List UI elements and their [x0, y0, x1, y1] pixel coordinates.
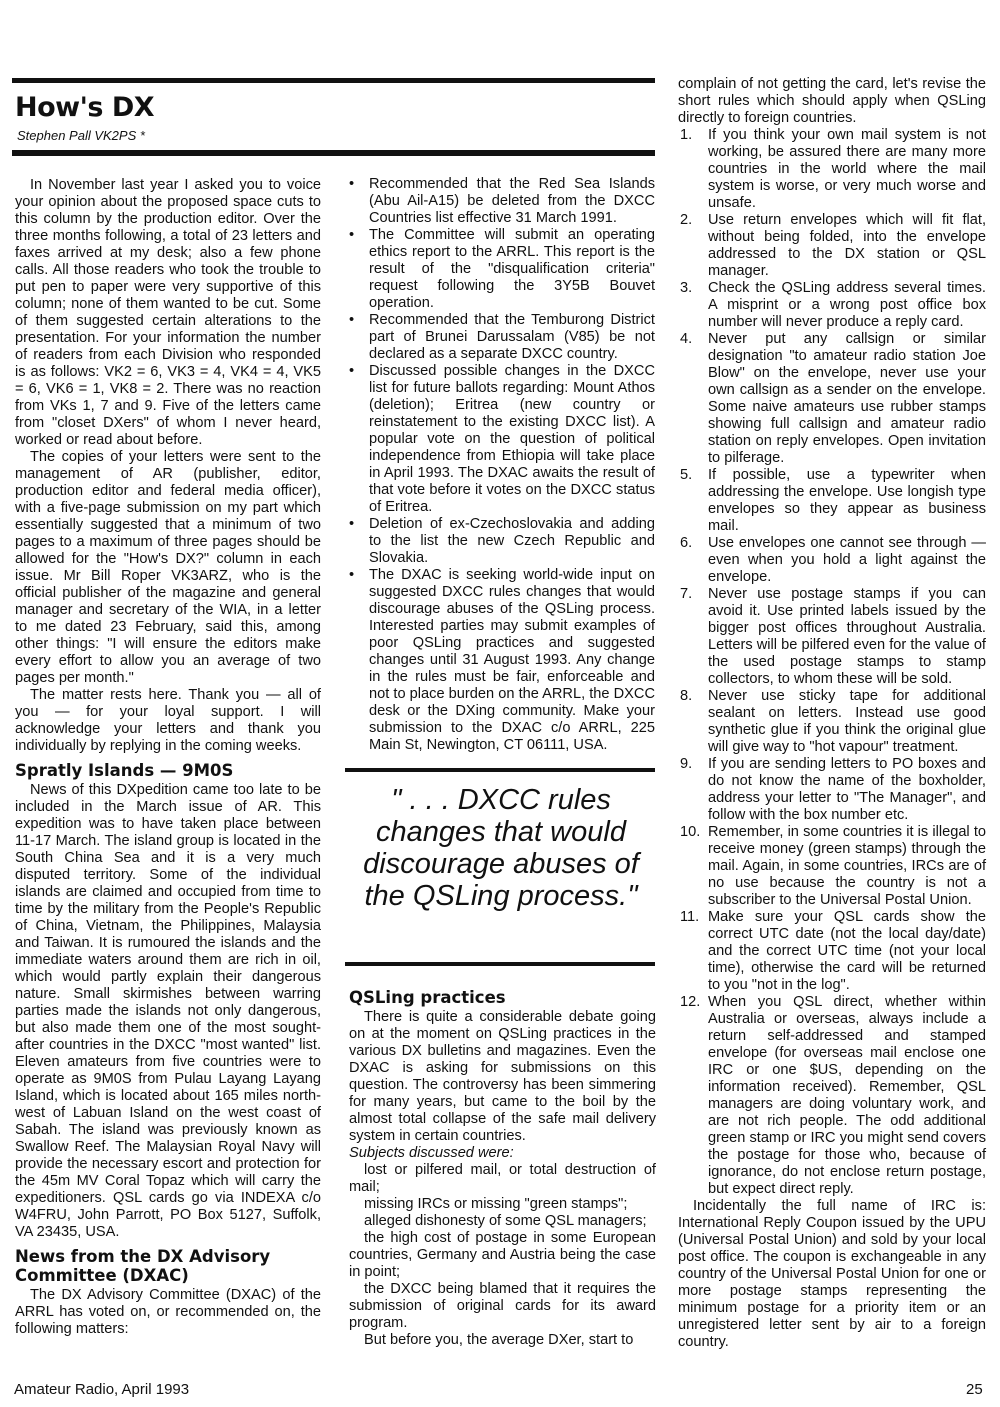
rule-text: If you think your own mail system is not working, be assured there are many more countries in the world where the mail system is worse, or very much worse and unsafe.: [708, 127, 986, 211]
page-number: 25: [966, 1381, 983, 1398]
rule-number: 12.: [680, 994, 701, 1010]
rule-number: 11.: [680, 909, 700, 925]
spratly-paragraph: News of this DXpedition came too late to be included in the March issue of AR. This expedition was to have taken place between 11-17 March. The island group is located in the South China Sea and it is a very much disputed territory. Some of the individual islands are claimed and occupied from time to time by the military from the People's Republic of China, Vietnam, the Philippines, Malaysia and Taiwan. It is rumoured the islands and the immediate waters around them are rich in oil, which would partly explain their dangerous nature. Small skirmishes between warring parties made the islands not only dangerous, but also made them one of the most sought-after countries in the DXCC "most wanted" list. Eleven amateurs from five countries were to operate as 9M0S from Pulau Layang Layang Island, which is located about 165 miles north-west of Labuan Island on the west coast of Sabah. The island was previously known as Swallow Reef. The Malaysian Royal Navy will provide the necessary escort and protection for the 45m MV Coral Topaz which will carry the expeditioners. QSL cards go via INDEXA c/o W4FRU, John Parrott, PO Box 5127, Suffolk, VA 23435, USA.: [15, 782, 321, 1240]
bullet-text: Deletion of ex-Czechoslovakia and adding to the list the new Czech Republic and Slovakia.: [369, 516, 655, 566]
list-item: [345, 176, 655, 227]
rule-number: 8.: [680, 688, 693, 704]
list-item: [678, 212, 986, 280]
rule-text: Remember, in some countries it is illegal to receive money (green stamps) through the mail. Again, in some countries, IRCs are of no use because the country is not a subscriber to the Universal Postal Union.: [708, 824, 986, 908]
quote-bottom-rule: [345, 962, 655, 966]
intro-paragraph-1: In November last year I asked you to voice your opinion about the proposed space cuts to this column by the production editor. Over the three months following, a total of 23 letters and faxes arrived at my desk; also a few phone calls. All those readers who took the trouble to put pen to paper were very supportive of this column; none of them wanted to be cut. Some of them suggested certain alterations to the presentation. For your information the number of readers from each Division who responded is as follows: VK2 = 6, VK3 = 4, VK4 = 4, VK5 = 6, VK6 = 1, VK8 = 2. There was no reaction from VKs 1, 7 and 9. Five of the letters came from "closet DXers" of whom I never heard, worked or read about before.: [15, 177, 321, 448]
column-1: [15, 177, 321, 1338]
rule-text: If possible, use a typewriter when addressing the envelope. Use longish type envelopes so they appear as business mail.: [708, 467, 986, 534]
rule-number: 7.: [680, 586, 693, 602]
rule-text: If you are sending letters to PO boxes and do not know the name of the boxholder, address your letter to "The Manager", and follow with the box number etc.: [708, 756, 986, 823]
title-bottom-rule: [12, 150, 655, 156]
subject-item: lost or pilfered mail, or total destruction of mail;: [349, 1162, 656, 1195]
subject-item: alleged dishonesty of some QSL managers;: [364, 1213, 647, 1229]
rule-number: 3.: [680, 280, 693, 296]
rule-number: 6.: [680, 535, 693, 551]
footer-publication: Amateur Radio, April 1993: [14, 1381, 190, 1398]
list-item: [345, 516, 655, 567]
list-item: [678, 127, 986, 212]
title-top-rule: [12, 78, 655, 83]
rule-text: Use return envelopes which will fit flat, without being folded, into the envelope addressed to the DX station or QSL manager.: [708, 212, 986, 279]
bullet-icon: •: [349, 363, 355, 379]
rule-number: 9.: [680, 756, 693, 772]
page-title: How's DX: [15, 92, 155, 123]
rule-number: 2.: [680, 212, 693, 228]
bullet-text: The DXAC is seeking world-wide input on suggested DXCC rules changes that would discourage abuses of the QSLing process. Interested parties may submit examples of poor QSLing practices and suggested changes until 31 August 1993. Any change in the rules must be fair, enforceable and not to place burden on the ARRL, the DXCC desk or the DXing community. Make your submission to the DXAC c/o ARRL, 225 Main St, Newington, CT 06111, USA.: [369, 567, 655, 753]
intro-paragraph-2: The copies of your letters were sent to the management of AR (publisher, editor, production editor and federal media officer), with a five-page submission on my part which essentially suggested that a minimum of two pages to a maximum of three pages should be allowed for the "How's DX?" column in each issue. Mr Bill Roper VK3ARZ, who is the official publisher of the magazine and general manager and secretary of the WIA, in a letter to me dated 23 February, said this, among other things: "I will ensure the editors make every effort to allow you an average of two pages per month.": [15, 449, 321, 686]
list-item: [678, 535, 986, 586]
bullet-text: Recommended that the Red Sea Islands (Abu Ail-A15) be deleted from the DXCC Countries list effective 31 March 1991.: [369, 176, 655, 226]
rule-number: 10.: [680, 824, 701, 840]
pull-quote: " . . . DXCC rules changes that would discourage abuses of the QSLing process.": [363, 784, 639, 912]
bullet-icon: •: [349, 176, 355, 192]
column-2-lower: [349, 988, 656, 1349]
dxac-bullet-list: [345, 176, 655, 754]
quote-top-rule: [345, 768, 655, 772]
rule-number: 1.: [680, 127, 693, 143]
list-item: [678, 909, 986, 994]
rule-text: When you QSL direct, whether within Australia or overseas, always include a return self-addressed and stamped envelope (for overseas mail enclose one IRC or one $US, depending on the information received). Remember, QSL managers are doing voluntary work, and are not rich people. The odd additional green stamp or IRC you might send covers the postage for those who, because of ignorance, do not enclose return postage, but expect direct reply.: [708, 994, 986, 1197]
rule-number: 5.: [680, 467, 693, 483]
subject-item: missing IRCs or missing "green stamps";: [364, 1196, 628, 1212]
subject-item: the DXCC being blamed that it requires the submission of original cards for its award program.: [349, 1281, 656, 1331]
rule-text: Check the QSLing address several times. A misprint or a wrong post office box number will never produce a reply card.: [708, 280, 986, 330]
rule-text: Make sure your QSL cards show the correct UTC date (not the local day/date) and the correct UTC time (not your local time), otherwise the card will be returned to you "not in the log".: [708, 909, 986, 993]
closing-paragraph: But before you, the average DXer, start to: [364, 1332, 634, 1348]
rule-text: Never use sticky tape for additional sealant on letters. Instead use good synthetic glue if you think the original glue will give way to "hot vapour" treatment.: [708, 688, 986, 755]
list-item: [345, 312, 655, 363]
bullet-text: Discussed possible changes in the DXCC list for future ballots regarding: Mount Athos (deletion); Eritrea (new country or reinstatement to the existing DXCC list). A popular vote on the question of political independence from Ethiopia will take place in April 1993. The DXAC awaits the result of that vote before it votes on the DXCC status of Eritrea.: [369, 363, 655, 515]
rule-number: 4.: [680, 331, 693, 347]
list-item: [678, 688, 986, 756]
list-item: [678, 756, 986, 824]
intro-paragraph-3: The matter rests here. Thank you — all of you — for your loyal support. I will acknowledge your letters and thank you individually by replying in the coming weeks.: [15, 687, 321, 754]
list-item: [345, 567, 655, 754]
dxac-heading: News from the DX Advisory Committee (DXAC): [15, 1247, 271, 1285]
rule-text: Use envelopes one cannot see through — even when you hold a light against the envelope.: [708, 535, 986, 585]
subjects-label: Subjects discussed were:: [349, 1145, 514, 1161]
subject-item: the high cost of postage in some European countries, Germany and Austria being the case in point;: [349, 1230, 656, 1280]
column-3: [678, 76, 986, 1351]
rule-text: Never use postage stamps if you can avoid it. Use printed labels issued by the bigger post offices throughout Australia. Letters will be pilfered even for the value of the used postage stamps to stamp collectors, to whom these will be sold.: [708, 586, 986, 687]
bullet-icon: •: [349, 312, 355, 328]
list-item: [678, 586, 986, 688]
bullet-text: The Committee will submit an operating ethics report to the ARRL. This report is the result of the "disqualification criteria" request following the 3Y5B Bouvet operation.: [369, 227, 655, 311]
list-item: [678, 280, 986, 331]
list-item: [678, 994, 986, 1198]
bullet-icon: •: [349, 227, 355, 243]
list-item: [345, 363, 655, 516]
list-item: [678, 824, 986, 909]
bullet-text: Recommended that the Temburong District part of Brunei Darussalam (V85) be not declared as a separate DXCC country.: [369, 312, 655, 362]
irc-paragraph: Incidentally the full name of IRC is: International Reply Coupon issued by the UPU (Universal Postal Union) and sold by your local post office. The coupon is exchangeable in any country of the Universal Postal Union for one or more postage stamps representing the minimum postage for a priority item or an unregistered letter sent by air to a foreign country.: [678, 1198, 986, 1350]
list-item: [678, 331, 986, 467]
list-item: [678, 467, 986, 535]
spratly-heading: Spratly Islands — 9M0S: [15, 761, 234, 780]
bullet-icon: •: [349, 516, 355, 532]
qsling-heading: QSLing practices: [349, 988, 506, 1007]
qsl-rules-list: [678, 127, 986, 1198]
list-item: [345, 227, 655, 312]
dxac-paragraph: The DX Advisory Committee (DXAC) of the ARRL has voted on, or recommended on, the following matters:: [15, 1287, 321, 1337]
byline: Stephen Pall VK2PS *: [17, 128, 145, 143]
qsling-paragraph: There is quite a considerable debate going on at the moment on QSLing practices in the various DX bulletins and magazines. Even the DXAC is asking for submissions on this question. The controversy has been simmering for many years, but came to the boil by the almost total collapse of the safe mail delivery system in certain countries.: [349, 1009, 656, 1144]
bullet-icon: •: [349, 567, 355, 583]
column-2: [345, 176, 655, 754]
rules-lead: complain of not getting the card, let's revise the short rules which should apply when QSLing directly to foreign countries.: [678, 76, 986, 126]
rule-text: Never put any callsign or similar designation "to amateur radio station Joe Blow" on the envelope, never use your own callsign as a sender on the envelope. Some naive amateurs use rubber stamps showing full callsign and amateur radio station on reply envelopes. Open invitation to pilferage.: [708, 331, 986, 466]
